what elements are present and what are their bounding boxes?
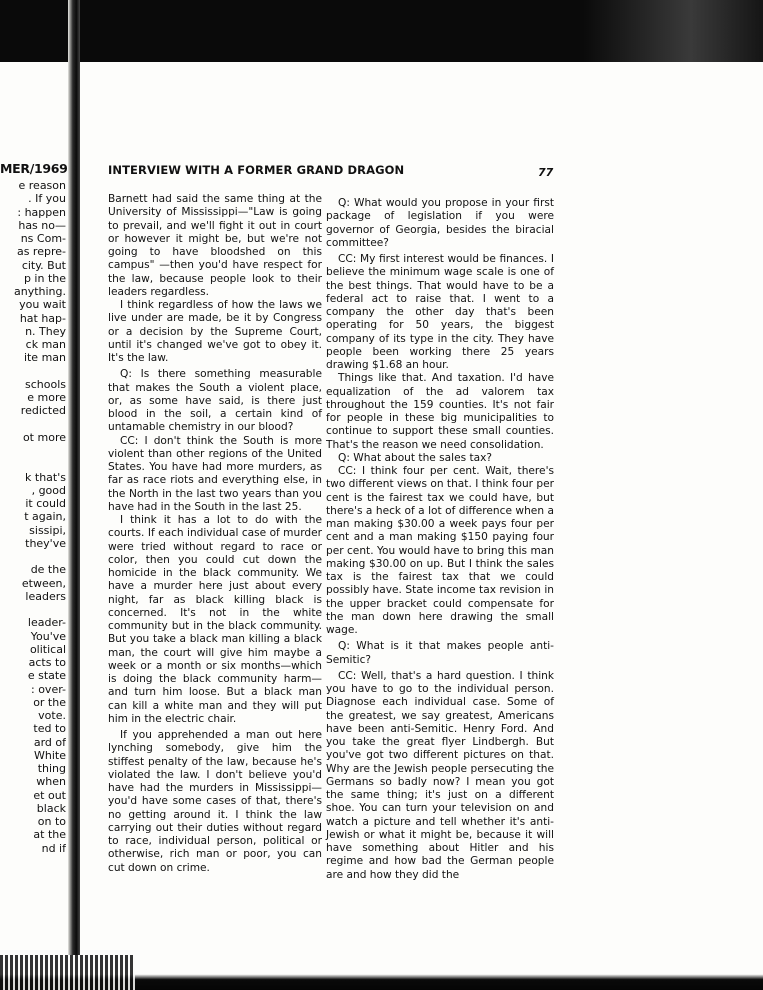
text-column-right — [326, 197, 554, 882]
left-page-line: schools — [25, 377, 66, 391]
paragraph: CC: My first interest would be finances. I believe the minimum wage scale is one of the best things. That would have to be a federal act to raise that. I went to a company the other day that's been operating for 50 years, the biggest company of its type in the city. They have people been working there 25 years drawing $1.68 an hour. — [326, 253, 554, 371]
left-page-line: leader- — [27, 616, 66, 630]
paragraph: CC: I don't think the South is more violent than other regions of the United States. You have had more murders, as far as race riots and everything else, in the North in the last two years than you have had in the South in the last 25. — [108, 434, 322, 513]
left-page-line: as repre- — [16, 245, 66, 259]
left-page-line: olitical — [29, 642, 66, 656]
left-page-line: You've — [30, 629, 66, 643]
page-number: 77 — [538, 166, 554, 179]
left-page-line: black — [36, 801, 66, 815]
left-page-line: or the — [33, 695, 66, 709]
left-page-line: e state — [27, 669, 66, 683]
left-page-line: et out — [33, 788, 66, 802]
paragraph: CC: I think four per cent. Wait, there's two different views on that. I think four per cent is the fairest tax we could have, but there's a heck of a lot of difference when a man making $30.00 a week pays four per cent and a man making $150 paying four per cent. You would have to bring this man making $30.00 on up. But I think the sales tax is the fairest tax that we could possibly have. State income tax revision in the upper bracket could compensate for the man down here drawing the small wage. — [326, 465, 554, 636]
left-page-line: you wait — [19, 298, 66, 312]
running-head: INTERVIEW WITH A FORMER GRAND DRAGON — [108, 163, 405, 177]
left-page-line: ns Com- — [20, 232, 66, 245]
paragraph: Q: Is there something measurable that makes the South a violent place, or, as some have said, is there just blood in the soil, a certain kind of untamable chemistry in our blood? — [108, 368, 322, 434]
left-page-line: city. But — [21, 258, 66, 272]
scan-top-shadow — [0, 0, 763, 62]
left-page-line: , good — [31, 483, 66, 497]
paragraph: Things like that. And taxation. I'd have equalization of the ad valorem tax throughout the 159 counties. It's not fair for people in these big municipalities to continue to support these small counties. That's the reason we need consolidation. — [326, 372, 554, 451]
left-page-line: sissipi, — [29, 523, 66, 537]
left-page-line: ite man — [23, 351, 66, 365]
left-page-header: MER/1969 — [0, 161, 68, 176]
left-page-line: anything. — [13, 285, 66, 298]
left-page-line: k that's — [25, 470, 66, 484]
paragraph: Q: What about the sales tax? — [338, 451, 493, 464]
text-column-left — [108, 193, 322, 875]
left-page-line: : over- — [31, 682, 66, 696]
left-page-text — [0, 180, 66, 896]
left-page-line: : happen — [17, 205, 66, 219]
left-page-line: t again, — [24, 510, 66, 524]
paragraph: I think it has a lot to do with the courts. If each individual case of murder were tried without regard to race or color, then you could cut down the homicide in the black community. We have a murder here just about every night, far as black killing black is concerned. It's not in the white community but in the black community. But you take a black man killing a black man, the court will give him maybe a week or a month or six months—which is doing the black community harm—and turn him loose. But a black man can kill a white man and they will put him in the electric chair. — [108, 514, 322, 725]
left-page-line: e reason — [18, 180, 66, 192]
left-page-line: de the — [30, 563, 66, 577]
left-page-line: White — [34, 748, 66, 762]
left-page-line: ard of — [33, 735, 66, 749]
scan-bottom-noise — [0, 955, 135, 990]
paragraph: I think regardless of how the laws we live under are made, be it by Congress or a decision by the Supreme Court, until it's changed we've got to obey it. It's the law. — [108, 299, 322, 364]
left-page-line: acts to — [28, 656, 66, 669]
left-page-line: . If you — [28, 192, 66, 206]
left-page-line: vote. — [38, 709, 66, 722]
left-page-line: ck man — [25, 338, 66, 351]
book-gutter — [68, 0, 80, 990]
left-page-line: etween, — [21, 576, 66, 590]
left-page-line: ted to — [33, 722, 66, 736]
left-page-line: has no— — [18, 218, 66, 232]
left-page-line: redicted — [20, 404, 66, 418]
paragraph: If you apprehended a man out here lynching somebody, give him the stiffest penalty of the law, because he's violated the law. I don't believe you'd have had the murders in Mississippi—you'd have some cases of that, there's no getting around it. I think the law carrying out their duties without regard to race, individual person, political or otherwise, rich man or poor, you can cut down on crime. — [108, 729, 322, 874]
left-page-line: when — [36, 775, 66, 789]
paragraph: Q: What would you propose in your first package of legislation if you were governor of Georgia, besides the biracial committee? — [326, 197, 554, 249]
left-page-line: hat hap- — [19, 311, 66, 325]
left-page-line: leaders — [25, 589, 66, 603]
left-page-line: p in the — [23, 271, 66, 285]
left-page-line: at the — [33, 828, 66, 842]
paragraph: CC: Well, that's a hard question. I think you have to go to the individual person. Diagnose each individual case. Some of the greatest, we say greatest, Americans have been anti-Semitic. Henry Ford. And you take the great flyer Lindbergh. But you've got two different pictures on that. Why are the Jewish people persecuting the Germans so badly now? I mean you got the same thing; it's just on a different shoe. You can turn your television on and watch a picture and tell whether it's anti-Jewish or what it might be, because it will have something about Hitler and his regime and how bad the German people are and how they did the — [326, 669, 554, 881]
scan-top-sheen — [583, 0, 763, 62]
paragraph: Barnett had said the same thing at the University of Mississippi—"Law is going to prevail, and we'll fight it out in court or however it might be, but we're not going to have bloodshed on this campus" —then you'd have respect for the law, because people look to their leaders regardless. — [108, 193, 322, 298]
left-page-line: e more — [27, 391, 66, 404]
left-page-line: they've — [25, 536, 66, 550]
left-page-line: on to — [37, 815, 66, 828]
paragraph: Q: What is it that makes people anti-Semitic? — [326, 640, 554, 666]
left-page-line: ot more — [22, 430, 66, 444]
left-page-line: it could — [25, 497, 66, 510]
left-page-line: thing — [37, 762, 66, 775]
left-page-line: n. They — [25, 324, 66, 338]
left-page-line: nd if — [41, 841, 66, 855]
